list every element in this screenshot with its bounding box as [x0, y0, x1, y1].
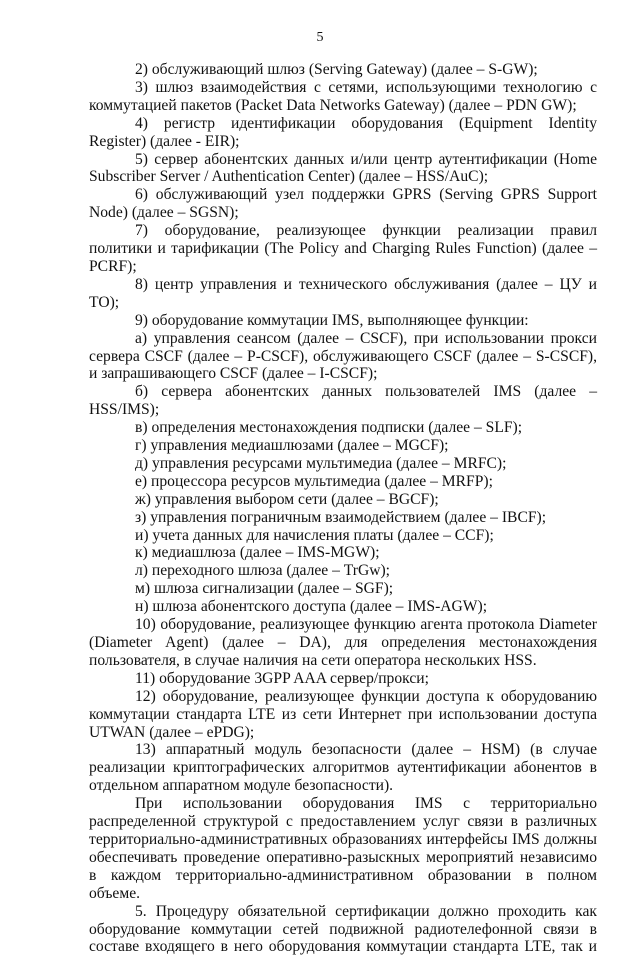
sub-item-b: б) сервера абонентских данных пользователей IMS (далее – HSS/IMS); [89, 383, 597, 419]
list-item-3: 3) шлюз взаимодействия с сетями, использующими технологию с коммутацией пакетов (Packet Data Networks Gateway) (далее – PDN GW); [89, 78, 597, 114]
sub-item-n: н) шлюза абонентского доступа (далее – IMS-AGW); [135, 598, 488, 616]
list-item-13: 13) аппаратный модуль безопасности (далее – HSM) (в случае реализации криптографических алгоритмов аутентификации абонентов в отдельном аппаратном модуле безопасности). [89, 741, 597, 795]
sub-item-l: л) переходного шлюза (далее – TrGw); [135, 562, 391, 580]
paragraph-ims-distributed: При использовании оборудования IMS с территориально распределенной структурой с предоставлением услуг связи в различных территориально-административных образованиях интерфейсы IMS должны обеспечивать проведение оперативно-разыскных мероприятий независимо в каждом территориально-административном образовании в полном объеме. [89, 795, 597, 902]
sub-item-z: з) управления пограничным взаимодействием (далее – IBCF); [135, 508, 547, 526]
document-body [89, 61, 597, 956]
sub-item-zh: ж) управления выбором сети (далее – BGCF); [135, 490, 439, 508]
list-item-12: 12) оборудование, реализующее функции доступа к оборудованию коммутации стандарта LTE из сети Интернет при использовании доступа UTWAN (далее – ePDG); [89, 687, 597, 741]
list-item-5: 5) сервер абонентских данных и/или центр аутентификации (Home Subscriber Server / Authentication Center) (далее – HSS/AuC); [89, 150, 597, 186]
list-item-6: 6) обслуживающий узел поддержки GPRS (Serving GPRS Support Node) (далее – SGSN); [89, 186, 597, 222]
sub-item-g: г) управления медиашлюзами (далее – MGCF); [135, 437, 449, 455]
list-item-9: 9) оборудование коммутации IMS, выполняющее функции: [135, 311, 529, 329]
list-item-7: 7) оборудование, реализующее функции реализации правил политики и тарификации (The Policy and Charging Rules Function) (далее – PCRF); [89, 222, 597, 275]
sub-item-v: в) определения местонахождения подписки (далее – SLF); [135, 419, 523, 437]
paragraph-certification: 5. Процедуру обязательной сертификации должно проходить как оборудование коммутации сетей подвижной радиотелефонной связи в составе входящего в него оборудования коммутации стандарта LTE, так и [89, 902, 597, 956]
list-item-4: 4) регистр идентификации оборудования (Equipment Identity Register) (далее - EIR); [89, 114, 597, 150]
sub-item-m: м) шлюза сигнализации (далее – SGF); [135, 580, 394, 598]
page-number: 5 [316, 30, 324, 45]
list-item-11: 11) оборудование 3GPP AAA сервер/прокси; [135, 669, 429, 687]
sub-item-d: д) управления ресурсами мультимедиа (далее – MRFC); [135, 454, 507, 472]
sub-item-i: и) учета данных для начисления платы (далее – CCF); [135, 526, 494, 544]
sub-item-e: е) процессора ресурсов мультимедиа (далее – MRFP); [135, 472, 493, 490]
sub-item-a: а) управления сеансом (далее – CSCF), при использовании прокси сервера CSCF (далее – P-CSCF), обслуживающего CSCF (далее – S-CSCF), и запрашивающего CSCF (далее – I-CSCF); [89, 329, 597, 383]
list-item-2: 2) обслуживающий шлюз (Serving Gateway) (далее – S-GW); [135, 61, 538, 78]
list-item-8: 8) центр управления и технического обслуживания (далее – ЦУ и ТО); [89, 275, 597, 311]
list-item-10: 10) оборудование, реализующее функцию агента протокола Diameter (Diameter Agent) (далее – DA), для определения местонахождения пользователя, в случае наличия на сети оператора нескольких HSS. [89, 616, 597, 669]
sub-item-k: к) медиашлюза (далее – IMS-MGW); [135, 544, 380, 562]
